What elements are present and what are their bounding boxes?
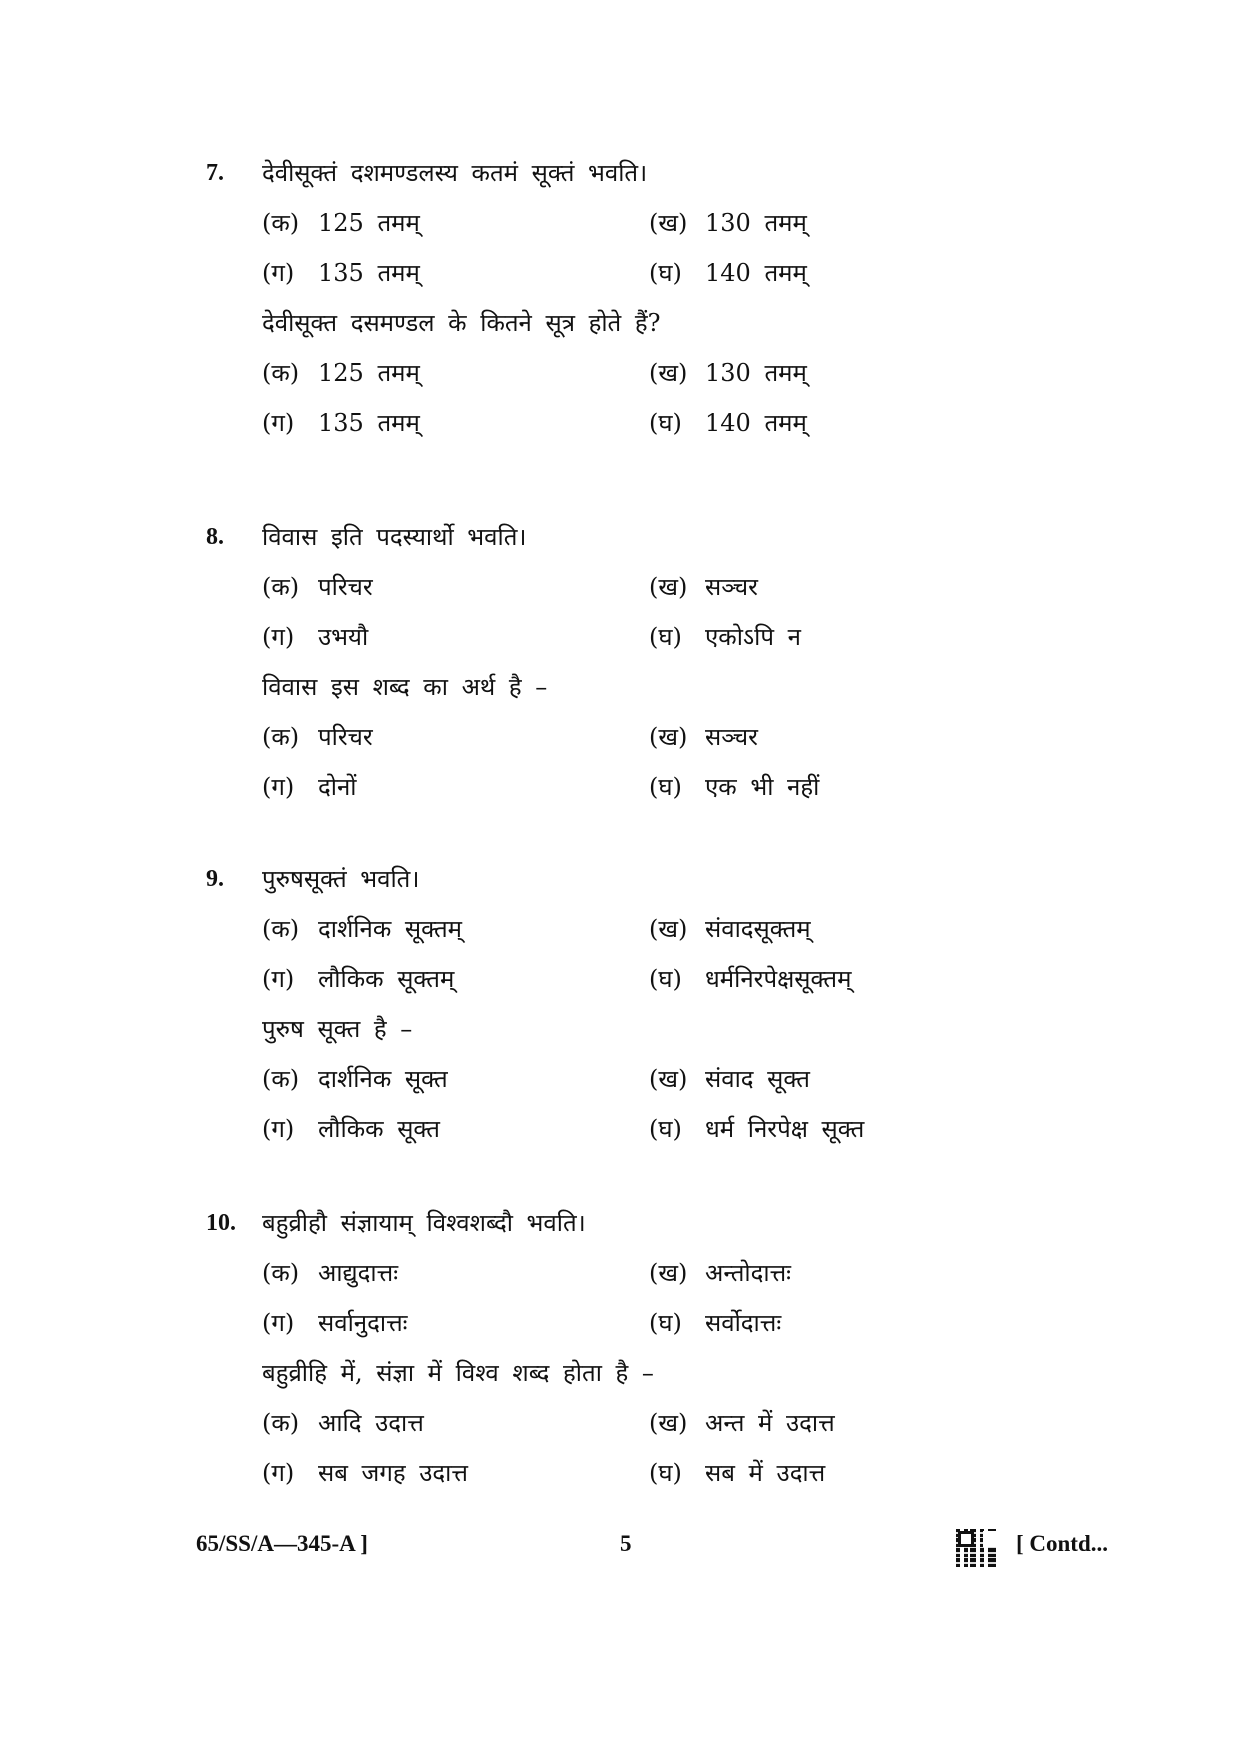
option-marker: (घ) — [649, 965, 682, 993]
option-marker: (घ) — [649, 1115, 682, 1143]
options-row — [206, 562, 1106, 612]
option-text: 125 तमम् — [318, 209, 420, 237]
option-text: एकोऽपि न — [705, 623, 801, 651]
option-text: उभयौ — [318, 623, 369, 651]
option-c — [262, 954, 454, 1004]
option-c — [262, 1104, 440, 1154]
question-number: 7. — [206, 160, 224, 186]
option-d — [649, 954, 851, 1004]
options-row — [206, 612, 1106, 662]
question-text-hindi: पुरुष सूक्त है – — [262, 1015, 413, 1043]
option-marker: (क) — [262, 573, 300, 601]
option-a — [262, 904, 462, 954]
options-row — [206, 1448, 1106, 1498]
option-marker: (क) — [262, 209, 300, 237]
question-text-sanskrit: बहुव्रीहौ संज्ञायाम् विश्वशब्दौ भवति। — [262, 1209, 586, 1237]
option-marker: (क) — [262, 359, 300, 387]
option-a — [262, 198, 420, 248]
question-line — [206, 854, 1106, 904]
option-a — [262, 712, 373, 762]
option-d — [649, 1104, 864, 1154]
option-b — [649, 1054, 810, 1104]
option-marker: (ख) — [649, 1065, 688, 1093]
option-text: 135 तमम् — [318, 259, 420, 287]
option-d — [649, 762, 819, 812]
option-marker: (ख) — [649, 915, 688, 943]
option-marker: (घ) — [649, 409, 682, 437]
options-row — [206, 398, 1106, 448]
page-number: 5 — [620, 1531, 632, 1556]
options-row — [206, 1104, 1106, 1154]
option-marker: (ख) — [649, 209, 688, 237]
option-marker: (ख) — [649, 1259, 688, 1287]
option-text: 135 तमम् — [318, 409, 420, 437]
option-text: संवादसूक्तम् — [705, 915, 811, 943]
option-b — [649, 348, 807, 398]
option-b — [649, 198, 807, 248]
options-row — [206, 1248, 1106, 1298]
option-b — [649, 1248, 791, 1298]
option-marker: (क) — [262, 1409, 300, 1437]
option-text: लौकिक सूक्त — [318, 1115, 440, 1143]
option-text: 140 तमम् — [705, 409, 807, 437]
question-line-hindi — [206, 1348, 1106, 1398]
question-number: 9. — [206, 866, 224, 892]
option-a — [262, 1398, 424, 1448]
option-marker: (ग) — [262, 259, 295, 287]
question-9 — [206, 854, 1106, 1154]
option-marker: (घ) — [649, 259, 682, 287]
options-row — [206, 1398, 1106, 1448]
option-text: परिचर — [318, 573, 373, 601]
option-text: सर्वानुदात्तः — [318, 1309, 408, 1337]
question-7 — [206, 148, 1106, 448]
option-marker: (घ) — [649, 1309, 682, 1337]
options-row — [206, 904, 1106, 954]
option-marker: (घ) — [649, 623, 682, 651]
option-text: सब जगह उदात्त — [318, 1459, 468, 1487]
options-row — [206, 198, 1106, 248]
option-d — [649, 398, 807, 448]
option-text: सब में उदात्त — [705, 1459, 826, 1487]
option-d — [649, 1448, 825, 1498]
options-row — [206, 1054, 1106, 1104]
question-10 — [206, 1198, 1106, 1498]
options-row — [206, 712, 1106, 762]
option-text: लौकिक सूक्तम् — [318, 965, 455, 993]
question-number: 10. — [206, 1210, 236, 1236]
option-a — [262, 562, 373, 612]
option-text: एक भी नहीं — [705, 773, 820, 801]
question-line — [206, 148, 1106, 198]
option-text: 125 तमम् — [318, 359, 420, 387]
qr-code-icon — [956, 1529, 996, 1567]
option-text: सञ्चर — [705, 573, 758, 601]
option-a — [262, 348, 420, 398]
options-row — [206, 954, 1106, 1004]
paper-code: 65/SS/A—345-A ] — [196, 1531, 368, 1556]
option-text: आद्युदात्तः — [318, 1259, 399, 1287]
question-text-sanskrit: पुरुषसूक्तं भवति। — [262, 865, 420, 893]
option-marker: (ग) — [262, 773, 295, 801]
option-marker: (क) — [262, 723, 300, 751]
option-marker: (ख) — [649, 1409, 688, 1437]
option-text: 130 तमम् — [705, 209, 807, 237]
question-8 — [206, 512, 1106, 812]
option-c — [262, 762, 357, 812]
option-text: धर्मनिरपेक्षसूक्तम् — [705, 965, 852, 993]
option-c — [262, 1448, 468, 1498]
option-marker: (ग) — [262, 409, 295, 437]
option-text: 140 तमम् — [705, 259, 807, 287]
options-row — [206, 762, 1106, 812]
continued-label: [ Contd... — [1016, 1531, 1109, 1556]
option-marker: (ग) — [262, 965, 295, 993]
question-number: 8. — [206, 524, 224, 550]
question-line — [206, 512, 1106, 562]
option-text: धर्म निरपेक्ष सूक्त — [705, 1115, 865, 1143]
option-marker: (ग) — [262, 1309, 295, 1337]
option-text: सर्वोदात्तः — [705, 1309, 782, 1337]
option-text: आदि उदात्त — [318, 1409, 424, 1437]
option-a — [262, 1054, 448, 1104]
option-text: दार्शनिक सूक्त — [318, 1065, 448, 1093]
option-c — [262, 612, 368, 662]
option-b — [649, 1398, 835, 1448]
option-marker: (ख) — [649, 573, 688, 601]
question-line-hindi — [206, 662, 1106, 712]
option-d — [649, 1298, 781, 1348]
options-row — [206, 348, 1106, 398]
option-marker: (ख) — [649, 723, 688, 751]
page-footer — [0, 1524, 1240, 1564]
question-text-hindi: विवास इस शब्द का अर्थ है – — [262, 673, 548, 701]
option-c — [262, 398, 420, 448]
option-text: संवाद सूक्त — [705, 1065, 810, 1093]
option-marker: (ग) — [262, 623, 295, 651]
option-text: 130 तमम् — [705, 359, 807, 387]
question-text-hindi: बहुव्रीहि में, संज्ञा में विश्व शब्द होता है – — [262, 1359, 654, 1387]
option-marker: (क) — [262, 915, 300, 943]
option-d — [649, 612, 801, 662]
option-marker: (क) — [262, 1065, 300, 1093]
option-text: अन्तोदात्तः — [705, 1259, 792, 1287]
question-line-hindi — [206, 1004, 1106, 1054]
option-text: दोनों — [318, 773, 357, 801]
question-line-hindi — [206, 298, 1106, 348]
options-row — [206, 248, 1106, 298]
option-c — [262, 1298, 408, 1348]
option-text: दार्शनिक सूक्तम् — [318, 915, 462, 943]
option-b — [649, 712, 758, 762]
question-text-sanskrit: देवीसूक्तं दशमण्डलस्य कतमं सूक्तं भवति। — [262, 159, 648, 187]
option-text: परिचर — [318, 723, 373, 751]
option-b — [649, 562, 758, 612]
option-d — [649, 248, 807, 298]
option-b — [649, 904, 811, 954]
option-marker: (ग) — [262, 1115, 295, 1143]
option-marker: (ख) — [649, 359, 688, 387]
option-marker: (क) — [262, 1259, 300, 1287]
question-text-hindi: देवीसूक्त दसमण्डल के कितने सूत्र होते हैं? — [262, 309, 661, 337]
option-marker: (ग) — [262, 1459, 295, 1487]
question-line — [206, 1198, 1106, 1248]
option-marker: (घ) — [649, 773, 682, 801]
option-text: अन्त में उदात्त — [705, 1409, 835, 1437]
option-c — [262, 248, 420, 298]
options-row — [206, 1298, 1106, 1348]
option-text: सञ्चर — [705, 723, 758, 751]
option-a — [262, 1248, 398, 1298]
question-text-sanskrit: विवास इति पदस्यार्थो भवति। — [262, 523, 527, 551]
option-marker: (घ) — [649, 1459, 682, 1487]
